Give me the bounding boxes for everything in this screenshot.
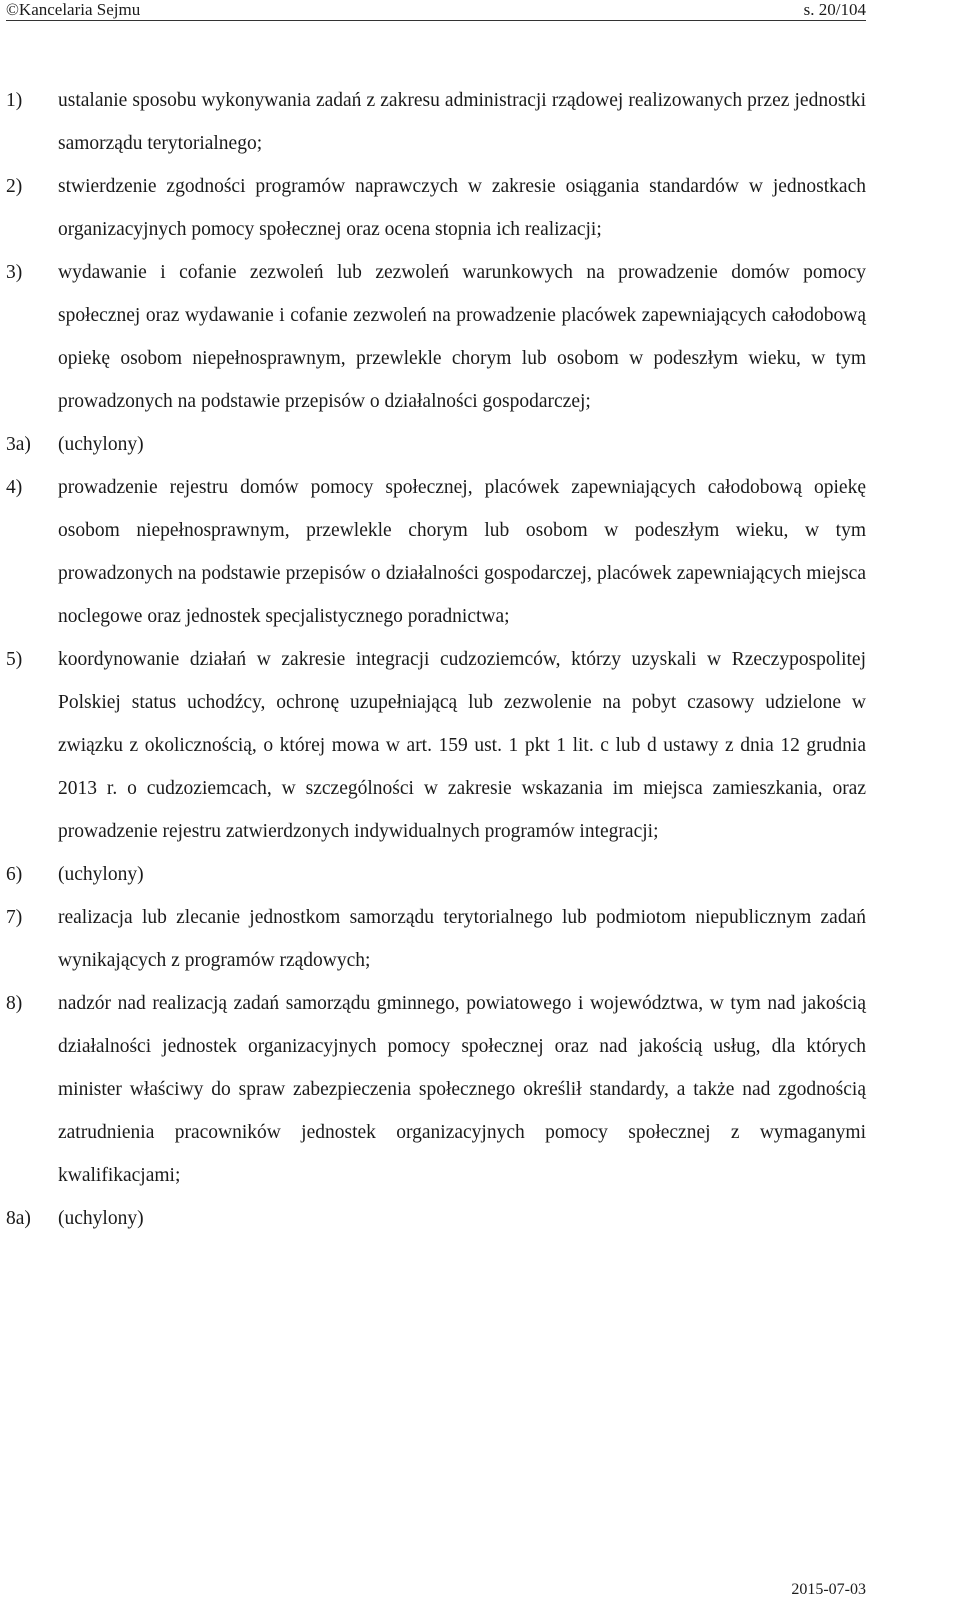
list-item <box>6 982 866 1197</box>
item-text: realizacja lub zlecanie jednostkom samorządu terytorialnego lub podmiotom niepublicznym zadań wynikających z programów rządowych; <box>58 907 866 971</box>
list-item <box>6 896 866 982</box>
list-item <box>6 853 866 896</box>
item-text: prowadzenie rejestru domów pomocy społecznej, placówek zapewniających całodobową opiekę osobom niepełnosprawnym, przewlekle chorym lub osobom w podeszłym wieku, w tym prowadzonych na podstawie przepisów o działalności gospodarczej, placówek zapewniających miejsca noclegowe oraz jednostek specjalistycznego poradnictwa; <box>58 477 866 627</box>
item-number: 3) <box>6 262 23 283</box>
item-number: 8a) <box>6 1208 31 1229</box>
list-item <box>6 1197 866 1240</box>
item-text: wydawanie i cofanie zezwoleń lub zezwoleń warunkowych na prowadzenie domów pomocy społecznej oraz wydawanie i cofanie zezwoleń na prowadzenie placówek zapewniających całodobową opiekę osobom niepełnosprawnym, przewlekle chorym lub osobom w podeszłym wieku, w tym prowadzonych na podstawie przepisów o działalności gospodarczej; <box>58 262 866 412</box>
item-text: nadzór nad realizacją zadań samorządu gminnego, powiatowego i województwa, w tym nad jakością działalności jednostek organizacyjnych pomocy społecznej oraz nad jakością usług, dla których minister właściwy do spraw zabezpieczenia społecznego określił standardy, a także nad zgodnością zatrudnienia pracowników jednostek organizacyjnych pomocy społecznej z wymaganymi kwalifikacjami; <box>58 993 866 1186</box>
item-text: stwierdzenie zgodności programów naprawczych w zakresie osiągania standardów w jednostkach organizacyjnych pomocy społecznej oraz ocena stopnia ich realizacji; <box>58 176 866 240</box>
item-number: 1) <box>6 90 23 111</box>
item-number: 7) <box>6 907 23 928</box>
item-number: 8) <box>6 993 23 1014</box>
header-divider <box>6 20 866 21</box>
item-number: 5) <box>6 649 23 670</box>
item-text: (uchylony) <box>58 864 144 885</box>
list-item <box>6 79 866 165</box>
item-number: 3a) <box>6 434 31 455</box>
item-text: koordynowanie działań w zakresie integracji cudzoziemców, którzy uzyskali w Rzeczypospolitej Polskiej status uchodźcy, ochronę uzupełniającą lub zezwolenie na pobyt czasowy udzielone w związku z okolicznością, o której mowa w art. 159 ust. 1 pkt 1 lit. c lub d ustawy z dnia 12 grudnia 2013 r. o cudzoziemcach, w szczególności w zakresie wskazania im miejsca zamieszkania, oraz prowadzenie rejestru zatwierdzonych indywidualnych programów integracji; <box>58 649 866 842</box>
list-item <box>6 638 866 853</box>
list-item <box>6 165 866 251</box>
item-text: (uchylony) <box>58 434 144 455</box>
item-number: 2) <box>6 176 23 197</box>
list-item <box>6 423 866 466</box>
document-body <box>6 79 866 1240</box>
page-number: s. 20/104 <box>803 0 866 19</box>
item-number: 6) <box>6 864 23 885</box>
list-item <box>6 251 866 423</box>
item-text: (uchylony) <box>58 1208 144 1229</box>
item-number: 4) <box>6 477 23 498</box>
publisher-label: ©Kancelaria Sejmu <box>6 0 141 19</box>
item-text: ustalanie sposobu wykonywania zadań z zakresu administracji rządowej realizowanych przez jednostki samorządu terytorialnego; <box>58 90 866 154</box>
list-item <box>6 466 866 638</box>
document-date: 2015-07-03 <box>791 1581 866 1598</box>
page-header <box>0 0 866 20</box>
